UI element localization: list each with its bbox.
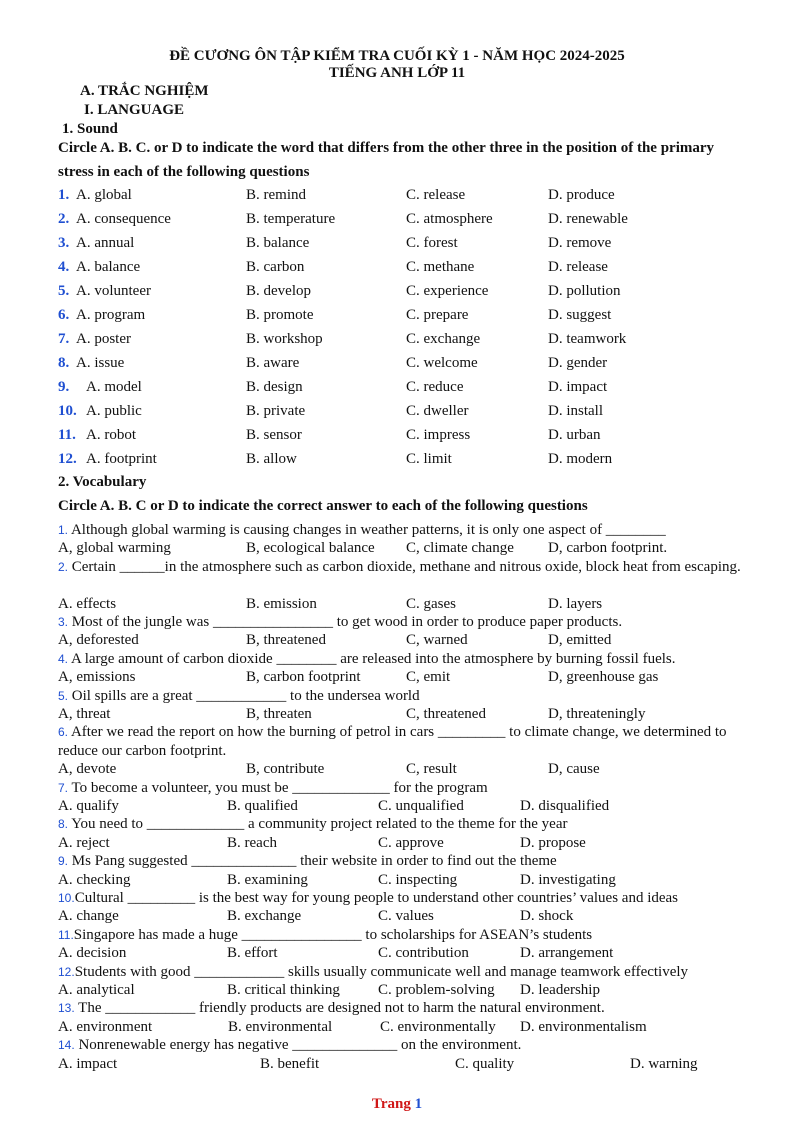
option-d[interactable]: D. arrangement	[520, 945, 614, 962]
option-c[interactable]: C. gases	[406, 595, 456, 612]
question-number: 5.	[58, 283, 70, 299]
question-number: 6.	[58, 307, 70, 323]
vocabulary-options-row	[0, 760, 794, 778]
sound-question-row	[0, 352, 794, 374]
vocabulary-options-row	[0, 1018, 794, 1036]
option-c[interactable]: C. inspecting	[378, 871, 458, 888]
option-a[interactable]: A. checking	[58, 871, 131, 888]
question-number: 10.	[58, 891, 75, 905]
option-d[interactable]: D, threateningly	[548, 706, 646, 722]
vocabulary-options-row	[0, 705, 794, 723]
option-c[interactable]: C. approve	[378, 834, 444, 851]
option-c[interactable]: C. forest	[406, 235, 458, 251]
sound-question-row	[0, 256, 794, 278]
option-d[interactable]: D, emitted	[548, 632, 612, 649]
option-a[interactable]: A, global warming	[58, 540, 171, 557]
question-number: 9.	[58, 854, 69, 869]
option-c[interactable]: C, threatened	[406, 706, 486, 722]
option-c[interactable]: C. exchange	[406, 331, 481, 347]
vocabulary-options-row	[0, 631, 794, 649]
sound-question-row	[0, 376, 794, 398]
question-number: 7.	[58, 780, 69, 795]
option-b[interactable]: B, threatened	[246, 632, 326, 649]
option-d[interactable]: D. propose	[520, 834, 586, 851]
sound-question-row	[0, 328, 794, 350]
option-b[interactable]: B. aware	[246, 355, 300, 371]
option-b[interactable]: B. qualified	[227, 798, 298, 814]
option-a[interactable]: A. reject	[58, 834, 110, 851]
section-i-heading: I. LANGUAGE	[84, 102, 185, 118]
sound-question-row	[0, 184, 794, 206]
question-text: Singapore has made a huge ________________ to scholarships for ASEAN’s students	[73, 926, 593, 943]
option-b[interactable]: B. benefit	[260, 1055, 320, 1072]
question-text: You need to _____________ a community project related to the theme for the year	[68, 816, 568, 833]
option-a[interactable]: A. robot	[86, 427, 136, 443]
vocabulary-question-stem	[58, 1036, 748, 1055]
option-b[interactable]: B. private	[246, 403, 306, 419]
sound-question-row	[0, 424, 794, 446]
option-c[interactable]: C. environmentally	[380, 1018, 496, 1035]
option-b[interactable]: B. sensor	[246, 427, 302, 443]
question-number: 6.	[58, 725, 69, 740]
option-d[interactable]: D. modern	[548, 451, 613, 467]
option-d[interactable]: D. teamwork	[548, 331, 627, 347]
question-number: 7.	[58, 331, 70, 347]
vocabulary-question-stem	[58, 687, 748, 706]
option-a[interactable]: A. impact	[58, 1055, 118, 1072]
option-a[interactable]: A, threat	[58, 706, 111, 722]
sound-question-row	[0, 400, 794, 422]
question-number: 4.	[58, 651, 69, 666]
option-b[interactable]: B, ecological balance	[246, 540, 375, 557]
vocabulary-options-row	[0, 834, 794, 852]
option-c[interactable]: C. problem-solving	[378, 982, 495, 998]
option-b[interactable]: B. remind	[246, 187, 306, 203]
document-subtitle: TIẾNG ANH LỚP 11	[328, 65, 466, 81]
option-c[interactable]: C, climate change	[406, 540, 514, 557]
question-number: 1.	[58, 187, 70, 203]
option-a[interactable]: A. decision	[58, 945, 127, 962]
option-a[interactable]: A. issue	[76, 355, 125, 371]
option-a[interactable]: A. program	[76, 307, 146, 323]
option-d[interactable]: D. environmentalism	[520, 1018, 647, 1035]
option-c[interactable]: C. experience	[406, 283, 489, 299]
question-number: 12.	[58, 451, 77, 467]
option-b[interactable]: B. emission	[246, 595, 317, 612]
section-a-heading: A. TRẮC NGHIỆM	[80, 83, 209, 99]
vocabulary-options-row	[0, 907, 794, 925]
question-number: 14.	[58, 1038, 75, 1053]
option-c[interactable]: C, warned	[406, 632, 468, 649]
option-c[interactable]: C, result	[406, 761, 457, 778]
option-a[interactable]: A. footprint	[86, 451, 157, 467]
question-text: Cultural _________ is the best way for young people to understand other countries’ values and ideas	[74, 890, 679, 906]
sound-question-row	[0, 448, 794, 470]
vocabulary-question-stem	[58, 963, 748, 982]
option-d[interactable]: D. warning	[630, 1055, 698, 1072]
question-number: 11.	[58, 927, 74, 942]
option-a[interactable]: A. effects	[58, 595, 117, 612]
option-d[interactable]: D, greenhouse gas	[548, 669, 659, 686]
question-number: 2.	[58, 559, 69, 574]
option-b[interactable]: B. workshop	[246, 331, 323, 347]
option-c[interactable]: C. limit	[406, 451, 452, 467]
option-d[interactable]: D. renewable	[548, 211, 628, 227]
option-b[interactable]: B. examining	[227, 871, 308, 888]
vocabulary-instruction: Circle A. B. C or D to indicate the correct answer to each of the following questions	[58, 498, 588, 514]
option-a[interactable]: A. change	[58, 908, 119, 925]
question-text: A large amount of carbon dioxide ________ are released into the atmosphere by burning fossil fuels.	[68, 650, 676, 667]
question-text: Certain ______in the atmosphere such as carbon dioxide, methane and nitrous oxide, block heat from escaping.	[68, 558, 741, 575]
question-number: 10.	[58, 403, 77, 419]
option-b[interactable]: B. balance	[246, 235, 310, 251]
option-c[interactable]: C. quality	[455, 1055, 515, 1072]
vocabulary-question-stem	[58, 889, 748, 908]
option-b[interactable]: B. critical thinking	[227, 982, 340, 998]
option-c[interactable]: C, emit	[406, 669, 451, 686]
document-title: ĐỀ CƯƠNG ÔN TẬP KIỂM TRA CUỐI KỲ 1 - NĂM HỌC 2024-2025	[169, 48, 625, 64]
sound-question-row	[0, 304, 794, 326]
option-b[interactable]: B. temperature	[246, 211, 336, 227]
vocabulary-question-stem	[58, 650, 748, 669]
option-c[interactable]: C. values	[378, 908, 434, 925]
vocabulary-question-stem	[58, 779, 748, 798]
question-number: 11.	[58, 427, 76, 443]
question-number: 2.	[58, 211, 70, 227]
vocabulary-question-stem	[58, 613, 748, 632]
option-c[interactable]: C. release	[406, 187, 466, 203]
page-label: Trang	[371, 1096, 415, 1112]
option-b[interactable]: B, threaten	[246, 706, 312, 722]
option-c[interactable]: C. impress	[406, 427, 471, 443]
vocabulary-heading: 2. Vocabulary	[58, 474, 147, 490]
option-d[interactable]: D. investigating	[520, 871, 616, 888]
option-d[interactable]: D. disqualified	[520, 798, 610, 814]
sound-question-row	[0, 232, 794, 254]
option-d[interactable]: D. produce	[548, 187, 615, 203]
vocabulary-question-stem	[58, 558, 748, 577]
option-a[interactable]: A. consequence	[76, 211, 171, 227]
option-b[interactable]: B. design	[246, 379, 303, 395]
option-b[interactable]: B. exchange	[227, 908, 302, 925]
vocabulary-options-row	[0, 1055, 794, 1073]
option-d[interactable]: D. leadership	[520, 982, 600, 998]
option-d[interactable]: D. gender	[548, 355, 608, 371]
option-b[interactable]: B. develop	[246, 283, 311, 299]
question-number: 12.	[58, 964, 75, 979]
option-a[interactable]: A. public	[86, 403, 142, 419]
option-c[interactable]: C. welcome	[406, 355, 478, 371]
option-b[interactable]: B. promote	[246, 307, 314, 323]
vocabulary-question-stem	[58, 723, 748, 760]
option-a[interactable]: A. global	[76, 187, 132, 203]
vocabulary-options-row	[0, 539, 794, 557]
question-text: Most of the jungle was ________________ to get wood in order to produce paper products.	[68, 614, 623, 630]
vocabulary-question-stem	[58, 852, 748, 871]
vocabulary-options-row	[0, 981, 794, 999]
sound-heading: 1. Sound	[62, 121, 118, 137]
option-b[interactable]: B. reach	[227, 834, 277, 851]
sound-instruction: Circle A. B. C. or D to indicate the word that differs from the other three in the position of the primary stress in each of the following questions	[58, 140, 715, 180]
option-b[interactable]: B, carbon footprint	[246, 669, 361, 686]
option-c[interactable]: C. reduce	[406, 379, 464, 395]
question-text: Students with good ____________ skills usually communicate well and manage teamwork effectively	[74, 963, 689, 980]
option-c[interactable]: C. unqualified	[378, 798, 464, 814]
page-footer	[0, 1096, 794, 1113]
sound-question-row	[0, 280, 794, 302]
option-c[interactable]: C. dweller	[406, 403, 469, 419]
option-a[interactable]: A, devote	[58, 761, 117, 778]
vocabulary-options-row	[0, 668, 794, 686]
option-a[interactable]: A. balance	[76, 259, 141, 275]
page-number: 1	[414, 1096, 423, 1112]
question-number: 8.	[58, 355, 70, 371]
option-a[interactable]: A, emissions	[58, 669, 136, 686]
vocabulary-options-row	[0, 871, 794, 889]
sound-question-row	[0, 208, 794, 230]
vocabulary-options-row	[0, 797, 794, 815]
question-number: 8.	[58, 817, 69, 832]
option-a[interactable]: A. volunteer	[76, 283, 151, 299]
vocabulary-options-row	[0, 595, 794, 613]
option-d[interactable]: D, carbon footprint.	[548, 540, 668, 557]
option-a[interactable]: A. qualify	[58, 798, 119, 814]
option-d[interactable]: D, cause	[548, 761, 600, 778]
vocabulary-question-stem	[58, 815, 748, 834]
question-number: 5.	[58, 688, 69, 703]
question-number: 13.	[58, 1001, 75, 1016]
option-c[interactable]: C. prepare	[406, 307, 469, 323]
vocabulary-question-stem	[58, 926, 748, 945]
option-b[interactable]: B, contribute	[246, 761, 325, 778]
option-d[interactable]: D. release	[548, 259, 608, 275]
option-c[interactable]: C. contribution	[378, 945, 469, 962]
question-text: Although global warming is causing changes in weather patterns, it is only one aspect of ________	[68, 522, 666, 538]
question-text: Ms Pang suggested ______________ their website in order to find out the theme	[68, 853, 557, 870]
option-b[interactable]: B. effort	[227, 945, 278, 962]
vocabulary-question-stem	[58, 521, 748, 540]
question-text: The ____________ friendly products are designed not to harm the natural environment.	[74, 1000, 605, 1017]
option-d[interactable]: D. suggest	[548, 307, 612, 323]
option-b[interactable]: B. environmental	[228, 1018, 333, 1035]
question-number: 3.	[58, 235, 70, 251]
option-c[interactable]: C. atmosphere	[406, 211, 493, 227]
question-text: Nonrenewable energy has negative ______________ on the environment.	[74, 1037, 522, 1054]
question-number: 3.	[58, 615, 69, 629]
option-d[interactable]: D. impact	[548, 379, 608, 395]
option-b[interactable]: B. carbon	[246, 259, 305, 275]
vocabulary-options-row	[0, 944, 794, 962]
option-a[interactable]: A. analytical	[58, 982, 135, 998]
option-a[interactable]: A. poster	[76, 331, 131, 347]
option-b[interactable]: B. allow	[246, 451, 297, 467]
question-text: Oil spills are a great ____________ to the undersea world	[68, 687, 420, 704]
option-a[interactable]: A, deforested	[58, 632, 139, 649]
option-a[interactable]: A. environment	[58, 1018, 153, 1035]
option-d[interactable]: D. shock	[520, 908, 574, 925]
option-d[interactable]: D. urban	[548, 427, 601, 443]
question-number: 9.	[58, 379, 70, 395]
question-text: After we read the report on how the burning of petrol in cars _________ to climate change, we determined to reduce our carbon footprint.	[58, 724, 727, 759]
option-d[interactable]: D. install	[548, 403, 603, 419]
vocabulary-question-stem	[58, 999, 748, 1018]
option-c[interactable]: C. methane	[406, 259, 475, 275]
question-number: 4.	[58, 259, 70, 275]
question-text: To become a volunteer, you must be _____________ for the program	[68, 779, 488, 796]
option-d[interactable]: D. remove	[548, 235, 612, 251]
option-d[interactable]: D. pollution	[548, 283, 621, 299]
option-a[interactable]: A. annual	[76, 235, 135, 251]
option-a[interactable]: A. model	[86, 379, 142, 395]
question-number: 1.	[58, 523, 69, 537]
option-d[interactable]: D. layers	[548, 595, 603, 612]
